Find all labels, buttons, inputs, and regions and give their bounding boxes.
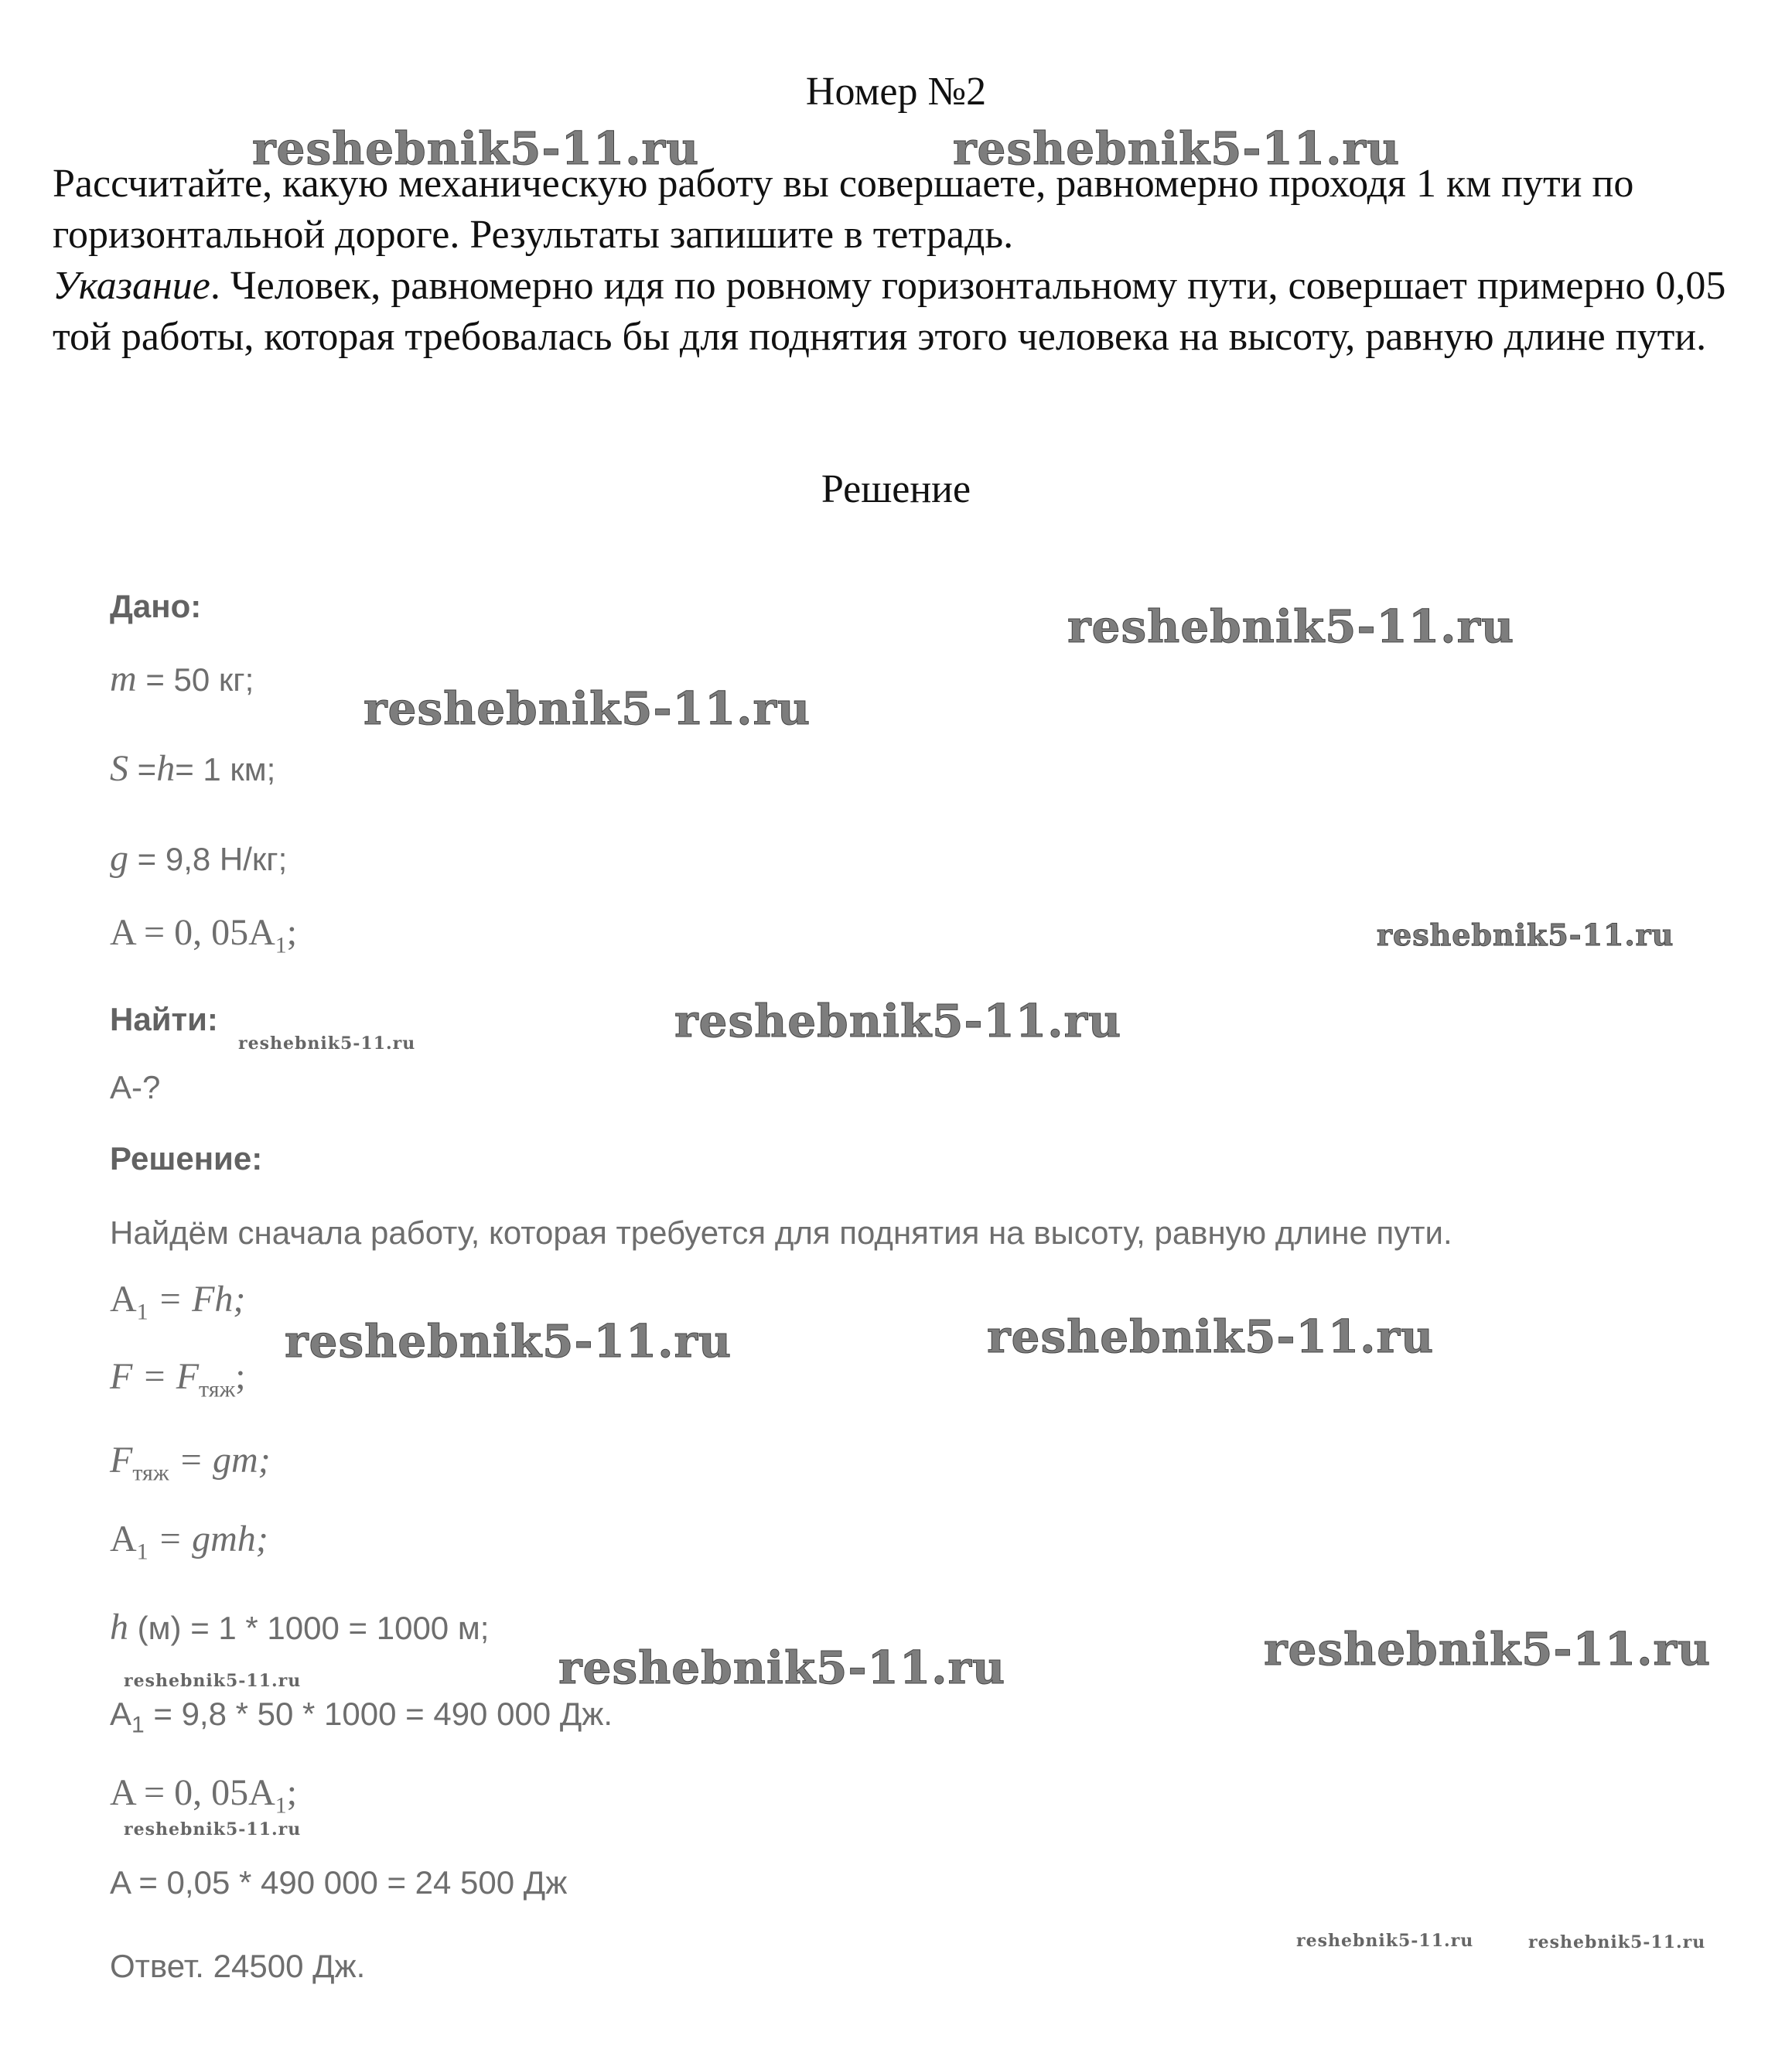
solution-title: Решение	[821, 467, 971, 511]
find-value: A-?	[110, 1069, 161, 1105]
work-calculation: $A_1 = 9,8 * 50 * 1000 = 490$ 000 Дж.	[110, 1696, 613, 1738]
hint-label: Указание	[53, 264, 210, 308]
watermark: reshebnik5-11.ru	[124, 1671, 302, 1691]
find-label: Найти:	[110, 1001, 218, 1037]
watermark: reshebnik5-11.ru	[1067, 600, 1515, 653]
watermark: reshebnik5-11.ru	[124, 1819, 302, 1839]
equation-work: $A_1 = Fh$;	[110, 1279, 246, 1325]
watermark: reshebnik5-11.ru	[674, 995, 1122, 1047]
page-title: Номер №2	[805, 70, 987, 114]
watermark: reshebnik5-11.ru	[238, 1033, 416, 1054]
watermark: reshebnik5-11.ru	[285, 1315, 732, 1368]
equation-force: $F = F_{тяж}$;	[110, 1356, 246, 1402]
watermark: reshebnik5-11.ru	[252, 122, 700, 175]
watermark: reshebnik5-11.ru	[953, 122, 1401, 175]
watermark: reshebnik5-11.ru	[558, 1641, 1006, 1694]
equation-work-full: $A_1$ = gmh;	[110, 1518, 268, 1565]
height-calculation: h (м) = 1 * 1000 = 1000 м;	[110, 1607, 490, 1648]
task-hint	[53, 261, 1739, 363]
watermark: reshebnik5-11.ru	[1377, 917, 1674, 952]
equation-gravity-force: $F_{тяж}$ = gm;	[110, 1440, 271, 1486]
given-work-ratio: A = 0, $05A_1$;	[110, 912, 298, 958]
watermark: reshebnik5-11.ru	[364, 682, 811, 735]
given-mass: m = 50 кг;	[110, 658, 254, 699]
given-label: Дано:	[110, 588, 202, 624]
solution-label: Решение:	[110, 1140, 263, 1177]
watermark: reshebnik5-11.ru	[1264, 1623, 1712, 1675]
answer: Ответ. 24500 Дж.	[110, 1948, 366, 1984]
equation-work-ratio: A = 0, $05A_1$;	[110, 1772, 298, 1819]
task-statement: Рассчитайте, какую механическую работу вы совершаете, равномерно проходя 1 км пути по горизонтальной дороге. Результаты запишите в тетрадь.	[53, 162, 1634, 257]
watermark: reshebnik5-11.ru	[1528, 1932, 1706, 1952]
solution-intro: Найдём сначала работу, которая требуется для поднятия на высоту, равную длине пути.	[110, 1214, 1452, 1251]
watermark: reshebnik5-11.ru	[1296, 1931, 1474, 1951]
given-distance: S =h= 1 км;	[110, 748, 276, 789]
given-gravity: g = 9,8 Н/кг;	[110, 838, 288, 879]
final-calculation: A = 0,05 * 490 000 = 24 500 Дж	[110, 1864, 568, 1901]
task-text	[53, 159, 1739, 363]
hint-text: . Человек, равномерно идя по ровному горизонтальному пути, совершает примерно 0,05 той работы, которая требовалась бы для поднятия этого человека на высоту, равную длине пути.	[53, 264, 1726, 359]
watermark: reshebnik5-11.ru	[987, 1310, 1435, 1363]
